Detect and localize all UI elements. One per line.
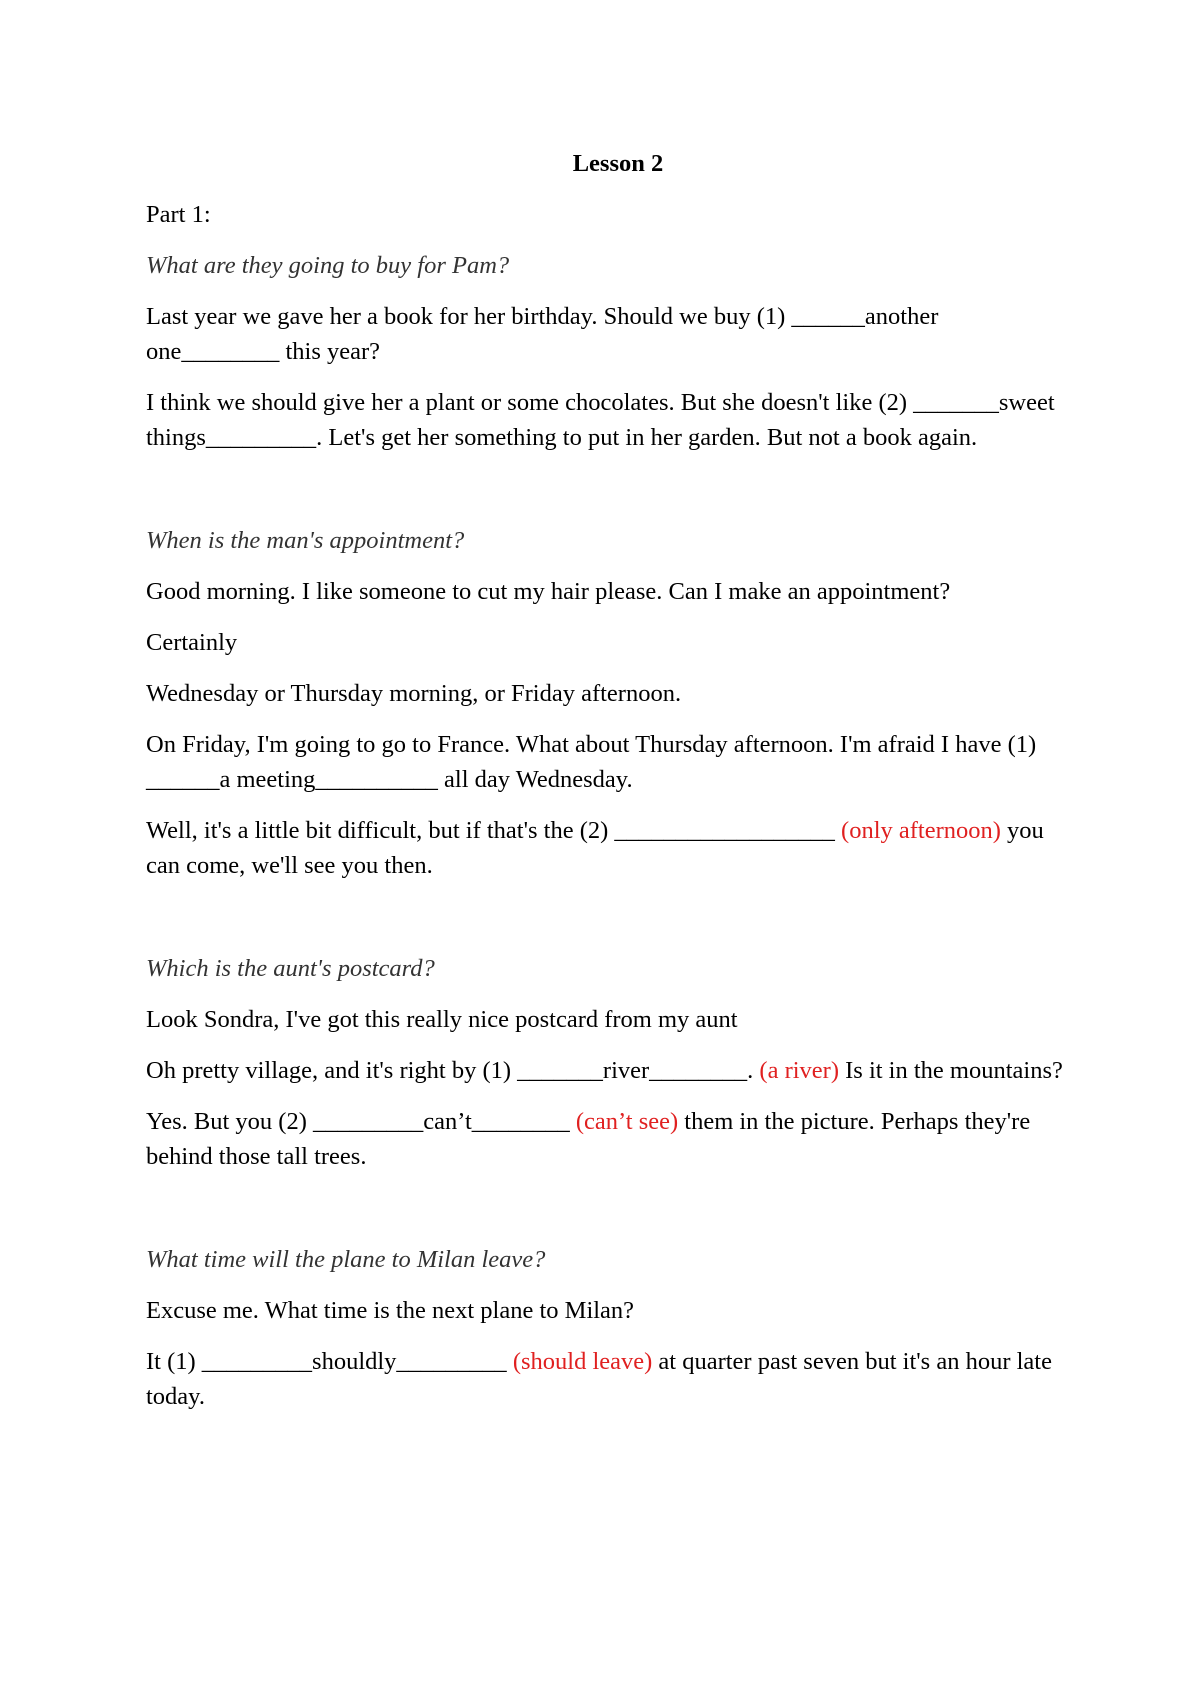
dialogue-line: I think we should give her a plant or some chocolates. But she doesn't like (2) _______sweet things_________. Let's get her something to put in her garden. But not a book again. [146, 389, 1055, 451]
dialogue-line [146, 1053, 1076, 1088]
document-body [146, 146, 1076, 1430]
answer-text: (a river) [759, 1057, 839, 1084]
dialogue-line [146, 1344, 1076, 1414]
part-heading: Part 1: [146, 201, 211, 228]
answer-text: (only afternoon) [841, 817, 1001, 844]
lesson-title: Lesson 2 [572, 150, 664, 177]
line-text: Well, it's a little bit difficult, but if that's the (2) __________________ [146, 817, 835, 844]
line-text: you can come, we'll see you then. [146, 817, 1044, 879]
dialogue-line: Wednesday or Thursday morning, or Friday afternoon. [146, 680, 682, 707]
line-text: them in the picture. Perhaps they're behind those tall trees. [146, 1108, 1031, 1170]
question-plane: What time will the plane to Milan leave? [146, 1246, 546, 1273]
dialogue-line [146, 813, 1076, 883]
dialogue-line: On Friday, I'm going to go to France. What about Thursday afternoon. I'm afraid I have (1) ______a meeting__________ all day Wednesday. [146, 731, 1037, 793]
line-text: Is it in the mountains? [845, 1057, 1063, 1084]
answer-text: (should leave) [512, 1348, 653, 1375]
line-text: It (1) _________shouldly_________ [146, 1348, 507, 1375]
dialogue-line: Excuse me. What time is the next plane to Milan? [146, 1297, 635, 1324]
line-text: Yes. But you (2) _________can’t________ [146, 1108, 570, 1135]
question-pam: What are they going to buy for Pam? [146, 252, 510, 279]
answer-text: (can’t see) [575, 1108, 679, 1135]
dialogue-line: Good morning. I like someone to cut my hair please. Can I make an appointment? [146, 578, 951, 605]
dialogue-line: Last year we gave her a book for her birthday. Should we buy (1) ______another one________ this year? [146, 303, 939, 365]
question-appointment: When is the man's appointment? [146, 527, 465, 554]
line-text: Oh pretty village, and it's right by (1) _______river________. [146, 1057, 754, 1084]
line-text: at quarter past seven but it's an hour late today. [146, 1348, 1052, 1410]
dialogue-line: Look Sondra, I've got this really nice postcard from my aunt [146, 1006, 738, 1033]
dialogue-line [146, 1104, 1076, 1174]
question-postcard: Which is the aunt's postcard? [146, 955, 435, 982]
dialogue-line: Certainly [146, 629, 238, 656]
